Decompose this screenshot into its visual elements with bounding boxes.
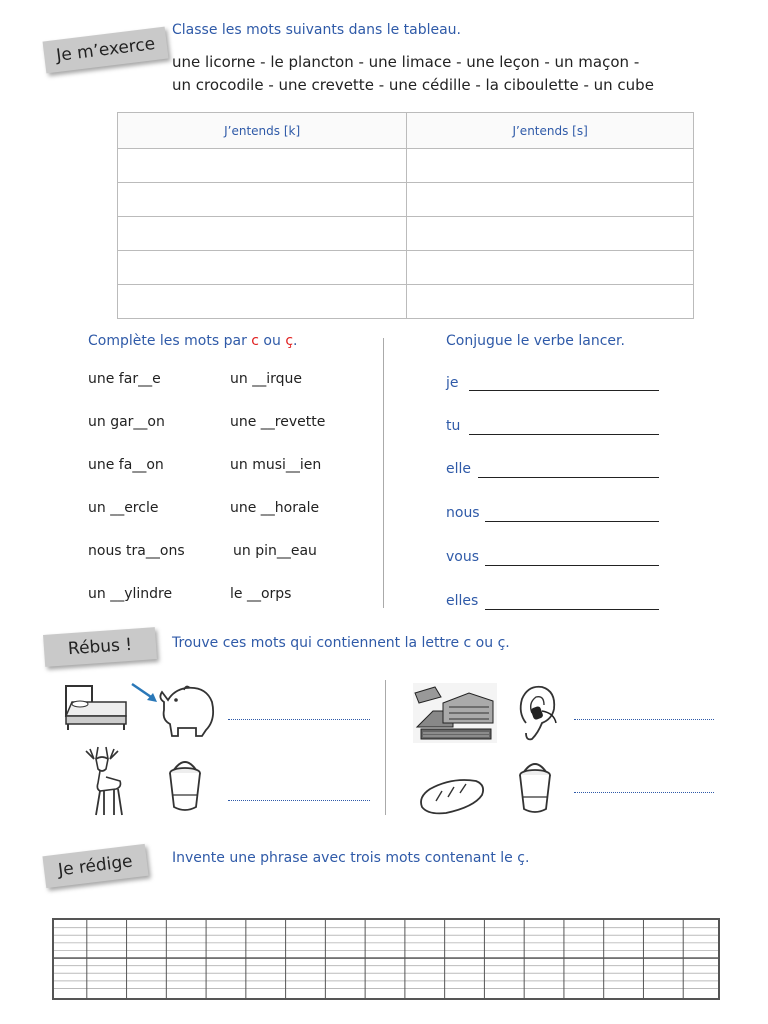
complete-instruction-post: . — [293, 333, 298, 349]
bread-picture — [416, 773, 488, 817]
word-list-line-2: un crocodile - une crevette - une cédille - la ciboulette - un cube — [172, 76, 654, 94]
pronoun-elles: elles — [446, 593, 479, 609]
pronoun-nous: nous — [446, 505, 480, 521]
table-cell[interactable] — [407, 285, 694, 319]
letter-c: c — [251, 333, 259, 349]
table-cell[interactable] — [407, 183, 694, 217]
answer-line-elle[interactable] — [478, 477, 659, 478]
redige-instruction: Invente une phrase avec trois mots contenant le ç. — [172, 850, 530, 866]
complete-instruction-pre: Complète les mots par — [88, 333, 252, 349]
fill-word[interactable]: nous tra__ons — [88, 543, 185, 559]
rhino-picture — [156, 680, 216, 738]
rebus-divider — [385, 680, 386, 815]
answer-line-vous[interactable] — [485, 565, 659, 566]
deer-picture — [76, 745, 128, 817]
ear-picture — [516, 683, 560, 743]
rebus-answer-line-4[interactable] — [574, 792, 714, 793]
fill-word[interactable]: une __revette — [230, 414, 326, 430]
sorting-table — [117, 112, 694, 319]
answer-line-elles[interactable] — [485, 609, 659, 610]
table-cell[interactable] — [407, 149, 694, 183]
writing-grid[interactable] — [52, 918, 720, 1000]
fill-word[interactable]: un gar__on — [88, 414, 165, 430]
table-cell[interactable] — [407, 217, 694, 251]
section-tag-rebus: Rébus ! — [43, 627, 157, 667]
table-cell[interactable] — [118, 285, 407, 319]
fill-word[interactable]: un __ercle — [88, 500, 159, 516]
bucket-picture — [514, 757, 556, 815]
complete-instruction — [88, 333, 297, 349]
column-divider — [383, 338, 384, 608]
table-cell[interactable] — [118, 183, 407, 217]
rebus-answer-line-2[interactable] — [228, 800, 370, 801]
rebus-instruction: Trouve ces mots qui contiennent la lettre c ou ç. — [172, 635, 510, 651]
letter-c-cedilla: ç — [285, 333, 294, 349]
fill-word[interactable]: un __irque — [230, 371, 302, 387]
fill-word[interactable]: un musi__ien — [230, 457, 322, 473]
section-tag-je-redige: Je rédige — [42, 844, 148, 888]
table-cell[interactable] — [118, 217, 407, 251]
pronoun-tu: tu — [446, 418, 461, 434]
rebus-answer-line-3[interactable] — [574, 719, 714, 720]
rebus-answer-line-1[interactable] — [228, 719, 370, 720]
table-cell[interactable] — [118, 251, 407, 285]
factory-picture — [413, 683, 497, 743]
complete-instruction-mid: ou — [258, 333, 286, 349]
column-header-s: J’entends [s] — [407, 113, 694, 149]
fill-word[interactable]: le __orps — [230, 586, 292, 602]
answer-line-nous[interactable] — [485, 521, 659, 522]
fill-word[interactable]: un __ylindre — [88, 586, 173, 602]
classify-instruction: Classe les mots suivants dans le tableau. — [172, 22, 462, 38]
answer-line-tu[interactable] — [469, 434, 659, 435]
table-cell[interactable] — [118, 149, 407, 183]
bucket-picture — [164, 755, 206, 813]
section-tag-je-mexerce: Je m’exerce — [43, 27, 169, 74]
pronoun-vous: vous — [446, 549, 480, 565]
pronoun-je: je — [446, 375, 459, 391]
pronoun-elle: elle — [446, 461, 472, 477]
column-header-k: J’entends [k] — [118, 113, 407, 149]
answer-line-je[interactable] — [469, 390, 659, 391]
fill-word[interactable]: un pin__eau — [233, 543, 317, 559]
fill-word[interactable]: une fa__on — [88, 457, 164, 473]
fill-word[interactable]: une __horale — [230, 500, 320, 516]
conjugate-instruction: Conjugue le verbe lancer. — [446, 333, 625, 349]
bed-picture — [62, 682, 130, 732]
word-list-line-1: une licorne - le plancton - une limace - une leçon - un maçon - — [172, 53, 640, 71]
table-cell[interactable] — [407, 251, 694, 285]
fill-word[interactable]: une far__e — [88, 371, 161, 387]
